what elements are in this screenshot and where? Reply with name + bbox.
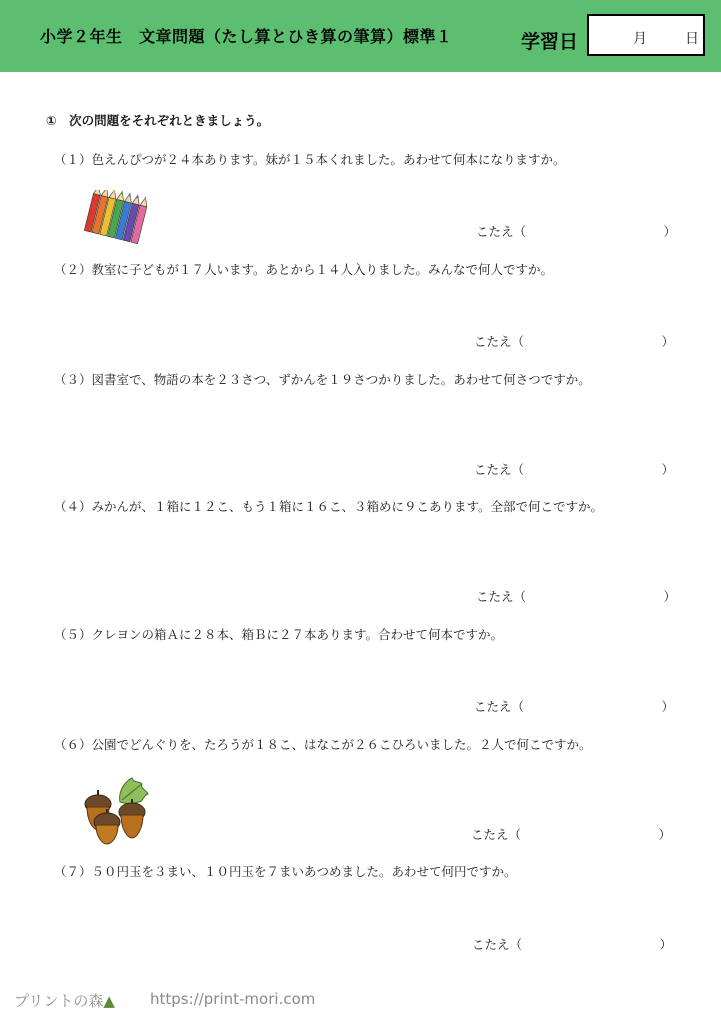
answer-label: こたえ（ [474,334,525,349]
pencil-tip [101,190,110,197]
colored-pencils-icon [80,190,154,248]
answer-2[interactable] [474,332,674,352]
answer-close: ） [661,334,674,349]
pencil-tip [132,194,141,204]
answer-label: こたえ（ [471,827,522,842]
answer-1[interactable] [476,222,676,242]
answer-4[interactable] [476,587,676,607]
brand-name: プリントの森 [14,992,104,1010]
problem-6: （６）公園でどんぐりを、たろうが１８こ、はなこが２６こひろいました。２人で何こですか。 [54,737,592,752]
page-title: 小学２年生 文章問題（たし算とひき算の筆算）標準１ [40,27,453,46]
problem-2: （２）教室に子どもが１７人います。あとから１４人入りました。みんなで何人ですか。 [54,262,554,277]
answer-close: ） [663,589,676,604]
month-label: 月 [633,31,647,47]
answer-close: ） [658,827,671,842]
answer-label: こたえ（ [474,699,525,714]
answer-label: こたえ（ [476,224,527,239]
problem-3: （３）図書室で、物語の本を２３さつ、ずかんを１９さつかりました。あわせて何さつですか。 [54,372,591,387]
answer-3[interactable] [474,460,674,480]
pencil-tip [140,196,149,206]
date-field[interactable] [587,14,705,56]
day-label: 日 [685,31,699,47]
problem-5: （５）クレヨンの箱Ａに２８本、箱Ｂに２７本あります。合わせて何本ですか。 [54,627,504,642]
answer-close: ） [661,462,674,477]
answer-label: こたえ（ [474,462,525,477]
answer-close: ） [663,224,676,239]
tree-icon: ▲ [103,992,115,1010]
answer-7[interactable] [472,935,672,955]
header-bar [0,0,721,72]
problem-4: （４）みかんが、１箱に１２こ、もう１箱に１６こ、３箱めに９こあります。全部で何こですか。 [54,499,604,514]
footer-brand [14,990,115,1011]
answer-6[interactable] [471,825,671,845]
acorns-icon [80,774,154,846]
answer-close: ） [661,699,674,714]
answer-label: こたえ（ [476,589,527,604]
footer-url[interactable]: https://print-mori.com [150,990,316,1008]
answer-label: こたえ（ [472,937,523,952]
problem-1: （１）色えんぴつが２４本あります。妹が１５本くれました。あわせて何本になりますか。 [54,152,566,167]
answer-5[interactable] [474,697,674,717]
answer-close: ） [659,937,672,952]
section-title: ① 次の問題をそれぞれときましょう。 [46,113,270,128]
study-date-label: 学習日 [521,31,579,53]
pencil-tip [125,193,134,203]
problem-7: （７）５０円玉を３まい、１０円玉を７まいあつめました。あわせて何円ですか。 [54,864,517,879]
pencil-tip [117,191,126,201]
